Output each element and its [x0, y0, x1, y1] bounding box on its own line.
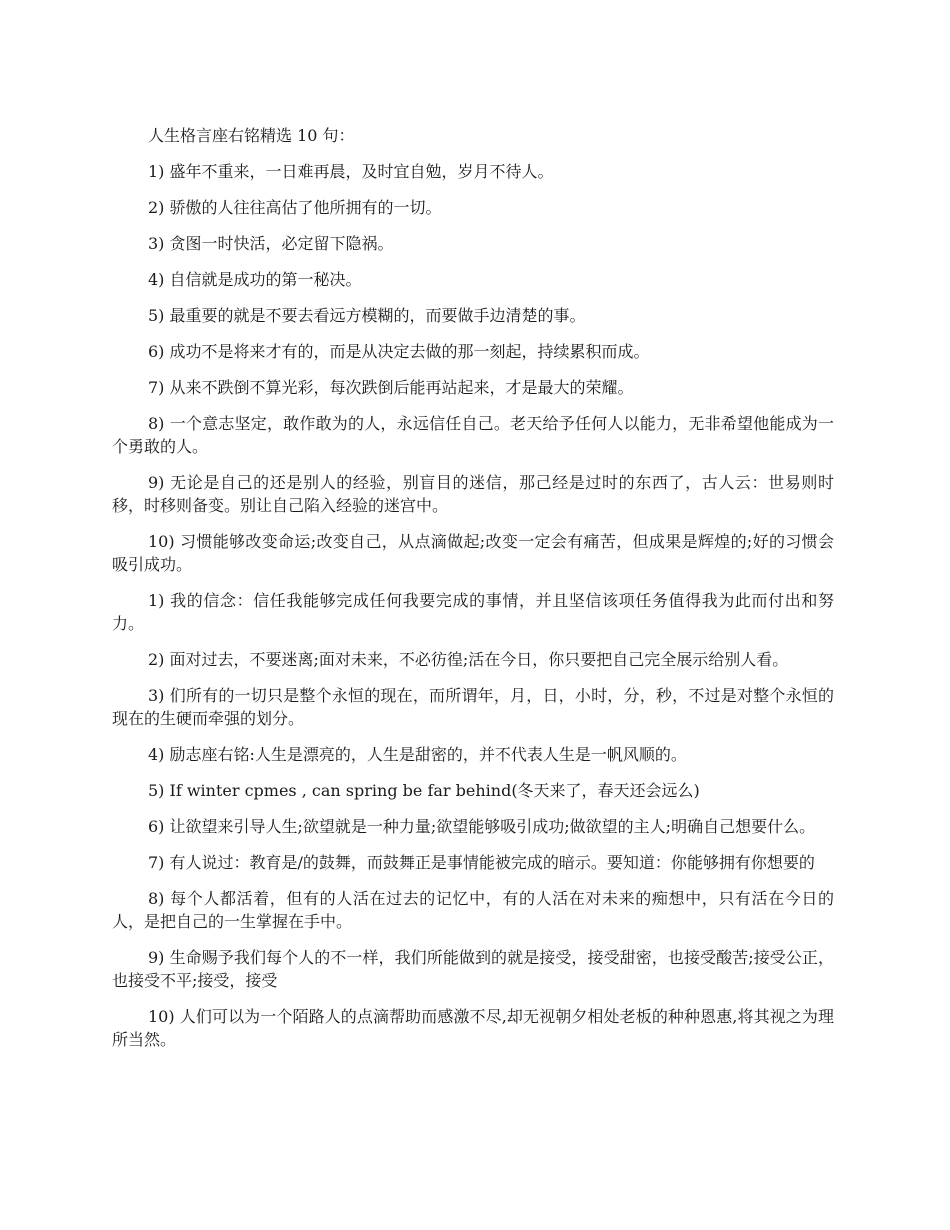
paragraph-20: 10) 人们可以为一个陌路人的点滴帮助而感激不尽,却无视朝夕相处老板的种种恩惠,将其视之为理所当然。 [112, 1007, 834, 1049]
paragraph-1: 1) 盛年不重来，一日难再晨，及时宜自勉，岁月不待人。 [148, 162, 554, 181]
paragraph-16: 6) 让欲望来引导人生;欲望就是一种力量;欲望能够吸引成功;做欲望的主人;明确自己想要什么。 [148, 817, 816, 836]
paragraph-17: 7) 有人说过：教育是/的鼓舞，而鼓舞正是事情能被完成的暗示。要知道：你能够拥有你想要的 [148, 853, 815, 872]
paragraph-3: 3) 贪图一时快活，必定留下隐祸。 [148, 234, 394, 253]
paragraph-14: 4) 励志座右铭:人生是漂亮的，人生是甜密的，并不代表人生是一帆风顺的。 [148, 745, 687, 764]
paragraph-4: 4) 自信就是成功的第一秘决。 [148, 270, 362, 289]
paragraph-8: 8) 一个意志坚定，敢作敢为的人，永远信任自己。老天给予任何人以能力，无非希望他能成为一个勇敢的人。 [112, 414, 834, 456]
paragraph-10: 10) 习惯能够改变命运;改变自己，从点滴做起;改变一定会有痛苦，但成果是辉煌的;好的习惯会吸引成功。 [112, 532, 834, 574]
paragraph-18: 8) 每个人都活着，但有的人活在过去的记忆中，有的人活在对未来的痴想中，只有活在今日的人，是把自己的一生掌握在手中。 [112, 889, 834, 931]
document-page [112, 124, 834, 1064]
paragraph-19: 9) 生命赐予我们每个人的不一样，我们所能做到的就是接受，接受甜密，也接受酸苦;接受公正，也接受不平;接受，接受 [112, 948, 834, 990]
paragraph-9: 9) 无论是自己的还是别人的经验，别盲目的迷信，那己经是过时的东西了，古人云：世易则时移，时移则备变。别让自己陷入经验的迷宫中。 [112, 473, 834, 515]
paragraph-7: 7) 从来不跌倒不算光彩，每次跌倒后能再站起来，才是最大的荣耀。 [148, 378, 634, 397]
paragraph-5: 5) 最重要的就是不要去看远方模糊的，而要做手边清楚的事。 [148, 306, 586, 325]
paragraph-11: 1) 我的信念：信任我能够完成任何我要完成的事情，并且坚信该项任务值得我为此而付出和努力。 [112, 591, 834, 633]
paragraph-12: 2) 面对过去，不要迷离;面对未来，不必彷徨;活在今日，你只要把自己完全展示给别人看。 [148, 650, 789, 669]
paragraph-6: 6) 成功不是将来才有的，而是从决定去做的那一刻起，持续累积而成。 [148, 342, 650, 361]
paragraph-15: 5) If winter cpmes , can spring be far behind(冬天来了，春天还会远么) [148, 781, 700, 800]
paragraph-13: 3) 们所有的一切只是整个永恒的现在，而所谓年，月，日，小时，分，秒，不过是对整个永恒的现在的生硬而牵强的划分。 [112, 686, 834, 728]
document-heading: 人生格言座右铭精选 10 句： [148, 126, 355, 145]
paragraph-2: 2) 骄傲的人往往高估了他所拥有的一切。 [148, 198, 442, 217]
